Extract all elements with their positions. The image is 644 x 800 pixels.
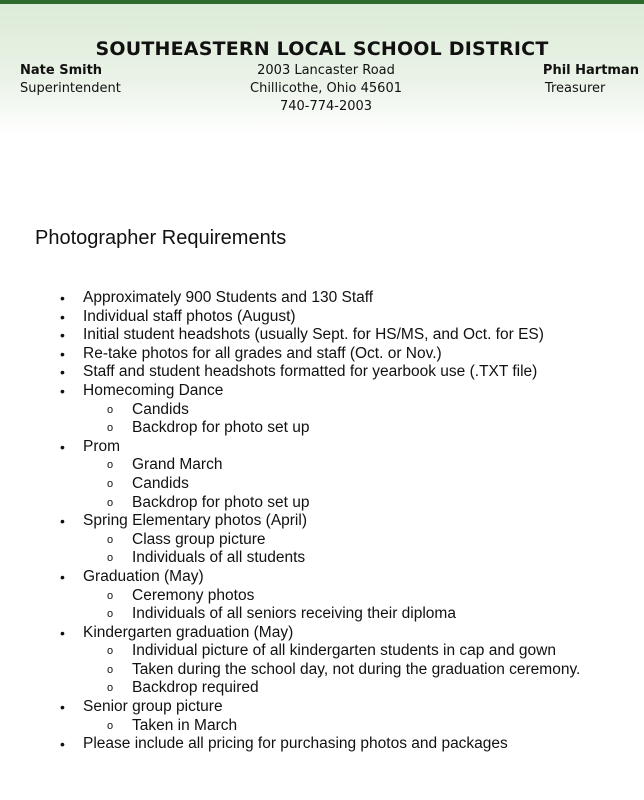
circle-bullet-icon: o <box>107 552 114 565</box>
requirement-subitem <box>0 475 644 494</box>
requirement-subitem-text: Individual picture of all kindergarten students in cap and gown <box>132 642 556 660</box>
circle-bullet-icon: o <box>107 719 114 732</box>
bullet-icon: • <box>60 736 65 753</box>
bullet-icon: • <box>60 308 65 325</box>
circle-bullet-icon: o <box>107 496 114 509</box>
requirement-item <box>0 438 644 512</box>
requirement-item <box>0 698 644 735</box>
requirement-item <box>0 382 644 438</box>
requirement-item <box>0 289 644 308</box>
requirement-item <box>0 308 644 327</box>
requirement-subitem-text: Candids <box>132 400 189 418</box>
requirement-subitem <box>0 401 644 420</box>
circle-bullet-icon: o <box>107 663 114 676</box>
requirements-list <box>0 289 644 754</box>
requirement-sublist <box>83 531 644 568</box>
requirement-subitem <box>0 605 644 624</box>
requirement-text: Spring Elementary photos (April) <box>83 512 307 530</box>
requirement-subitem-text: Individuals of all students <box>132 549 306 567</box>
requirement-subitem-text: Grand March <box>132 456 223 474</box>
circle-bullet-icon: o <box>107 422 114 435</box>
circle-bullet-icon: o <box>107 645 114 658</box>
requirement-item <box>0 363 644 382</box>
requirement-text: Staff and student headshots formatted for yearbook use (.TXT file) <box>83 363 538 381</box>
superintendent-title: Superintendent <box>20 81 121 96</box>
requirement-subitem-text: Ceremony photos <box>132 586 255 604</box>
bullet-icon: • <box>60 624 65 641</box>
circle-bullet-icon: o <box>107 403 114 416</box>
requirement-subitem-text: Backdrop required <box>132 679 259 697</box>
requirement-subitem-text: Taken in March <box>132 716 238 734</box>
requirement-text: Individual staff photos (August) <box>83 307 296 325</box>
requirement-sublist <box>83 642 644 698</box>
bullet-icon: • <box>60 568 65 585</box>
letterhead <box>0 0 644 135</box>
requirement-text: Kindergarten graduation (May) <box>83 623 294 641</box>
requirement-subitem-text: Backdrop for photo set up <box>132 419 310 437</box>
requirement-subitem <box>0 679 644 698</box>
requirement-subitem <box>0 587 644 606</box>
requirement-text: Re-take photos for all grades and staff (Oct. or Nov.) <box>83 344 442 362</box>
requirement-subitem-text: Backdrop for photo set up <box>132 493 310 511</box>
bullet-icon: • <box>60 364 65 381</box>
treasurer-title: Treasurer <box>544 81 606 96</box>
requirement-sublist <box>83 456 644 512</box>
requirement-subitem <box>0 661 644 680</box>
bullet-icon: • <box>60 699 65 716</box>
requirement-text: Initial student headshots (usually Sept. for HS/MS, and Oct. for ES) <box>83 326 544 344</box>
bullet-icon: • <box>60 345 65 362</box>
requirement-subitem <box>0 549 644 568</box>
document-title: Photographer Requirements <box>35 227 287 249</box>
requirement-subitem-text: Class group picture <box>132 530 266 548</box>
requirement-subitem <box>0 531 644 550</box>
requirement-item <box>0 326 644 345</box>
requirement-text: Homecoming Dance <box>83 381 224 399</box>
treasurer-block <box>543 62 639 98</box>
requirement-subitem <box>0 642 644 661</box>
bullet-icon: • <box>60 327 65 344</box>
circle-bullet-icon: o <box>107 533 114 546</box>
requirement-subitem <box>0 494 644 513</box>
requirement-subitem-text: Candids <box>132 474 189 492</box>
requirement-sublist <box>83 401 644 438</box>
phone-number: 740-774-2003 <box>279 99 373 114</box>
address-line-2: Chillicothe, Ohio 45601 <box>250 81 402 96</box>
bullet-icon: • <box>60 513 65 530</box>
requirement-subitem <box>0 456 644 475</box>
bullet-icon: • <box>60 382 65 399</box>
requirement-text: Prom <box>83 437 121 455</box>
district-name: SOUTHEASTERN LOCAL SCHOOL DISTRICT <box>95 38 549 60</box>
address-line-1: 2003 Lancaster Road <box>257 63 395 78</box>
requirement-text: Please include all pricing for purchasing photos and packages <box>83 735 508 753</box>
requirement-item <box>0 345 644 364</box>
requirement-text: Graduation (May) <box>83 567 204 585</box>
bullet-icon: • <box>60 438 65 455</box>
circle-bullet-icon: o <box>107 477 114 490</box>
circle-bullet-icon: o <box>107 682 114 695</box>
requirement-item <box>0 568 644 624</box>
requirement-subitem-text: Individuals of all seniors receiving their diploma <box>132 605 456 623</box>
circle-bullet-icon: o <box>107 459 114 472</box>
requirement-sublist <box>83 717 644 736</box>
bullet-icon: • <box>60 290 65 306</box>
requirement-text: Senior group picture <box>83 698 223 716</box>
requirement-item <box>0 624 644 698</box>
requirement-text: Approximately 900 Students and 130 Staff <box>83 289 374 306</box>
requirement-item <box>0 735 644 754</box>
circle-bullet-icon: o <box>107 589 114 602</box>
superintendent-name: Nate Smith <box>20 63 103 78</box>
requirement-subitem <box>0 717 644 736</box>
requirement-item <box>0 512 644 568</box>
treasurer-name: Phil Hartman <box>542 63 639 78</box>
requirement-subitem <box>0 419 644 438</box>
requirement-subitem-text: Taken during the school day, not during the graduation ceremony. <box>132 660 581 678</box>
requirement-sublist <box>83 587 644 624</box>
circle-bullet-icon: o <box>107 608 114 621</box>
